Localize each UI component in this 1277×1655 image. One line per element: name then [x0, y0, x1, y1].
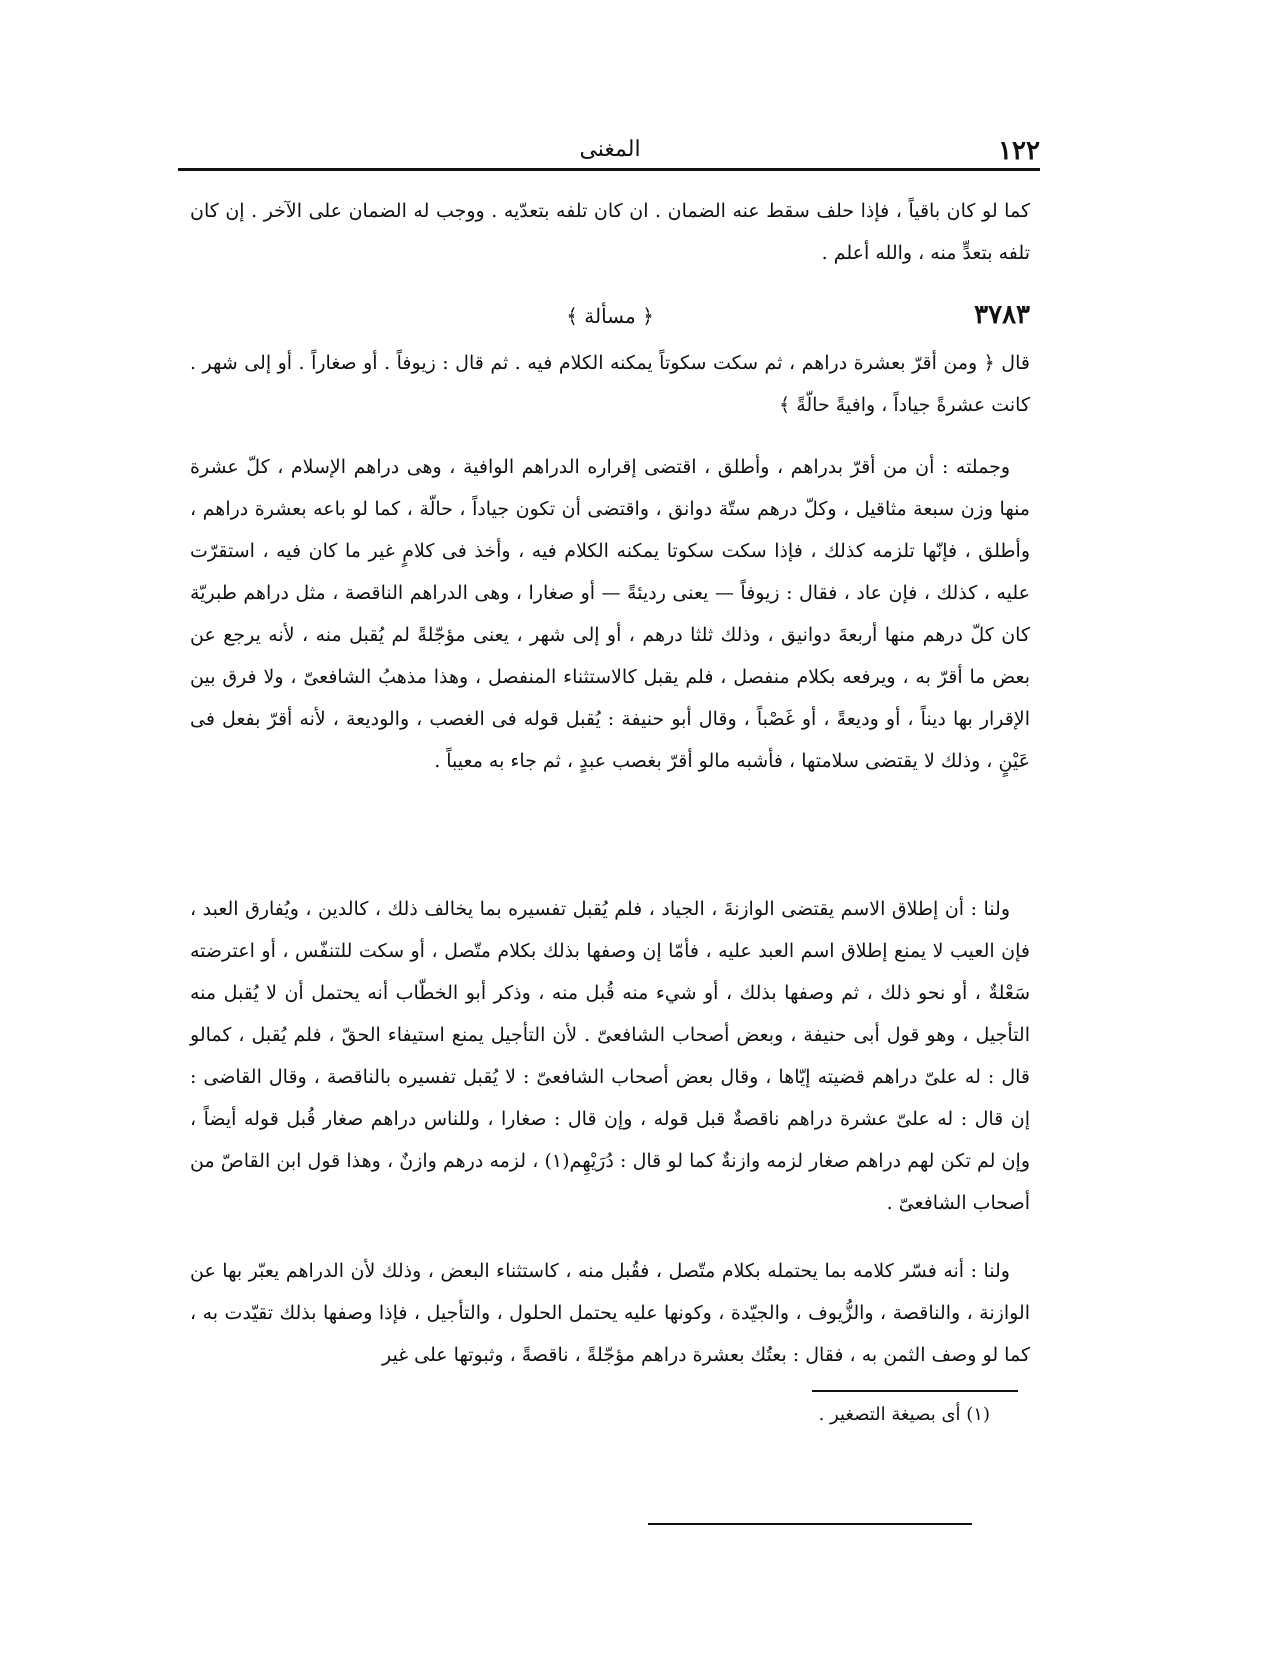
- issue-heading: [190, 300, 1030, 340]
- page-number: ١٢٢: [998, 136, 1040, 166]
- header-rule: [178, 168, 1040, 171]
- bottom-rule: [648, 1523, 972, 1525]
- footnote-rule: [812, 1390, 1018, 1392]
- footnote: (١) أى بصيغة التصغير .: [818, 1404, 990, 1425]
- issue-label: ﴿ مسألة ﴾: [566, 304, 654, 328]
- paragraph-matn: قال ﴿ ومن أقرّ بعشرة دراهم ، ثم سكت سكوتاً يمكنه الكلام فيه . ثم قال : زيوفاً . أو صغاراً . أو إلى شهر . كانت عشرةً جياداً ، وافيةً حالّةً ﴾: [190, 352, 1030, 416]
- paragraph-commentary-3: ولنا : أنه فسّر كلامه بما يحتمله بكلام متّصل ، فقُبل منه ، كاستثناء البعض ، وذلك لأن الدراهم يعبّر بها عن الوازنة ، والناقصة ، والزُّيوف ، والجيّدة ، وكونها عليه يحتمل الحلول ، والتأجيل ، فإذا وصفها بذلك تقيّدت به ، كما لو وصف الثمن به ، فقال : بعتُك بعشرة دراهم مؤجّلةً ، ناقصةً ، وثبوتها على غير: [190, 1260, 1030, 1366]
- paragraph-commentary-1: وجملته : أن من أقرّ بدراهم ، وأطلق ، اقتضى إقراره الدراهم الوافية ، وهى دراهم الإسلام ، كلّ عشرة منها وزن سبعة مثاقيل ، وكلّ درهم ستّة دوانق ، واقتضى أن تكون جياداً ، حالّة ، كما لو باعه بعشرة دراهم ، وأطلق ، فإنّها تلزمه كذلك ، فإذا سكت سكوتا يمكنه الكلام فيه ، وأخذ فى كلامٍ غير ما كان فيه ، استقرّت عليه ، كذلك ، فإن عاد ، فقال : زيوفاً — يعنى رديئةً — أو صغارا ، وهى الدراهم الناقصة ، مثل دراهم طبريّة كان كلّ درهم منها أربعةَ دوانيق ، وذلك ثلثا درهم ، أو إلى شهر ، يعنى مؤجّلةً لم يُقبل منه ، لأنه يرجع عن بعض ما أقرّ به ، ويرفعه بكلام منفصل ، فلم يقبل كالاستثناء المنفصل ، وهذا مذهبُ الشافعىّ ، ولا فرق بين الإقرار بها ديناً ، أو وديعةً ، أو غَصْباً ، وقال أبو حنيفة : يُقبل قوله فى الغصب ، والوديعة ، لأنه أقرّ بفعل فى عَيْنٍ ، وذلك لا يقتضى سلامتها ، فأشبه مالو أقرّ بغصب عبدٍ ، ثم جاء به معيباً .: [190, 456, 1030, 772]
- paragraph-commentary-2: ولنا : أن إطلاق الاسم يقتضى الوازنةَ ، الجياد ، فلم يُقبل تفسيره بما يخالف ذلك ، كالدين ، ويُفارق العبد ، فإن العيب لا يمنع إطلاق اسم العبد عليه ، فأمّا إن وصفها بذلك بكلام متّصل ، أو سكت للتنفّس ، أو اعترضته سَعْلةٌ ، أو نحو ذلك ، ثم وصفها بذلك ، أو شيء منه قُبل منه ، وذكر أبو الخطّاب أنه يحتمل أن لا يُقبل منه التأجيل ، وهو قول أبى حنيفة ، وبعض أصحاب الشافعىّ . لأن التأجيل يمنع استيفاء الحقّ ، فلم يُقبل ، كمالو قال : له علىّ دراهم قضيته إيّاها ، وقال بعض أصحاب الشافعىّ : لا يُقبل تفسيره بالناقصة ، وقال القاضى : إن قال : له علىّ عشرة دراهم ناقصةٌ قبل قوله ، وإن قال : صغارا ، وللناس دراهم صغار قُبل قوله أيضاً ، وإن لم تكن لهم دراهم صغار لزمه وازنةٌ كما لو قال : دُرَيْهِم(١) ، لزمه درهم وازنٌ ، وهذا قول ابن القاصّ من أصحاب الشافعىّ .: [190, 898, 1030, 1214]
- paragraph-continuation: كما لو كان باقياً ، فإذا حلف سقط عنه الضمان . ان كان تلفه بتعدّيه . ووجب له الضمان على الآخر . إن كان تلفه بتعدٍّ منه ، والله أعلم .: [190, 200, 1030, 264]
- issue-number: ٣٧٨٣: [974, 300, 1030, 330]
- running-title: المغنى: [579, 137, 641, 162]
- page-header: [180, 128, 1040, 166]
